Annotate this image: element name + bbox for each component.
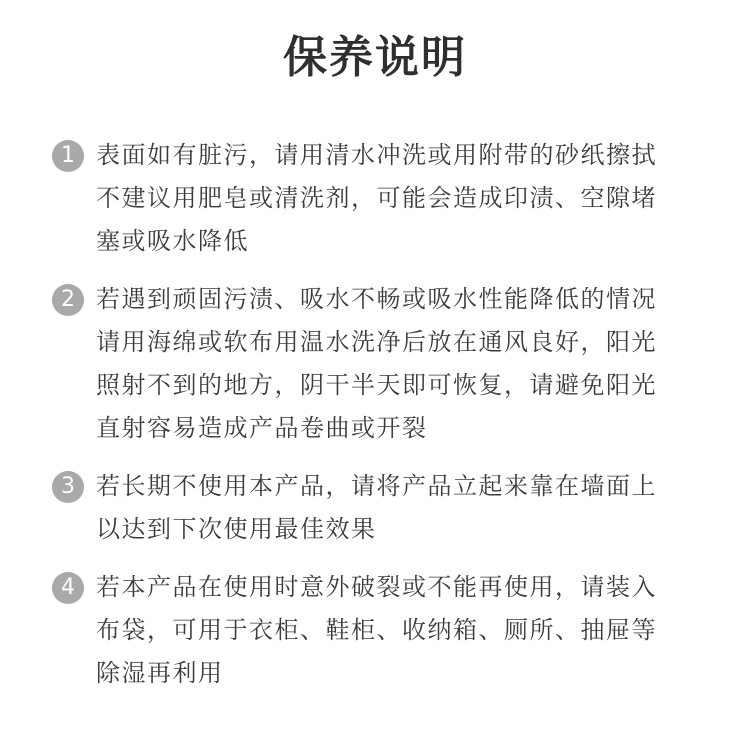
instruction-text-4: [96, 566, 702, 695]
text-line: 除湿再利用: [96, 659, 224, 687]
text-line: 请用海绵或软布用温水洗净后放在通风良好，阳光: [96, 328, 657, 356]
number-badge-4: 4: [52, 572, 84, 604]
text-line: 不建议用肥皂或清洗剂，可能会造成印渍、空隙堵: [96, 184, 657, 212]
text-line: 若本产品在使用时意外破裂或不能再使用，请装入: [96, 573, 657, 601]
instruction-text-2: [96, 278, 702, 450]
instruction-text-1: [96, 134, 702, 263]
text-line: 以达到下次使用最佳效果: [96, 515, 377, 543]
text-line: 照射不到的地方，阴干半天即可恢复，请避免阳光: [96, 371, 657, 399]
number-badge-1: 1: [52, 140, 84, 172]
text-line: 若长期不使用本产品，请将产品立起来靠在墙面上: [96, 472, 657, 500]
instruction-item-2: [52, 278, 702, 450]
instruction-list: [52, 134, 702, 710]
page-title: 保养说明: [283, 32, 467, 83]
text-line: 塞或吸水降低: [96, 227, 249, 255]
instruction-item-1: [52, 134, 702, 263]
instruction-item-3: [52, 465, 702, 551]
instruction-item-4: [52, 566, 702, 695]
text-line: 表面如有脏污，请用清水冲洗或用附带的砂纸擦拭: [96, 141, 657, 169]
number-badge-3: 3: [52, 471, 84, 503]
text-line: 若遇到顽固污渍、吸水不畅或吸水性能降低的情况: [96, 285, 657, 313]
number-badge-2: 2: [52, 284, 84, 316]
instruction-text-3: [96, 465, 702, 551]
text-line: 布袋，可用于衣柜、鞋柜、收纳箱、厕所、抽屉等: [96, 616, 657, 644]
text-line: 直射容易造成产品卷曲或开裂: [96, 414, 428, 442]
